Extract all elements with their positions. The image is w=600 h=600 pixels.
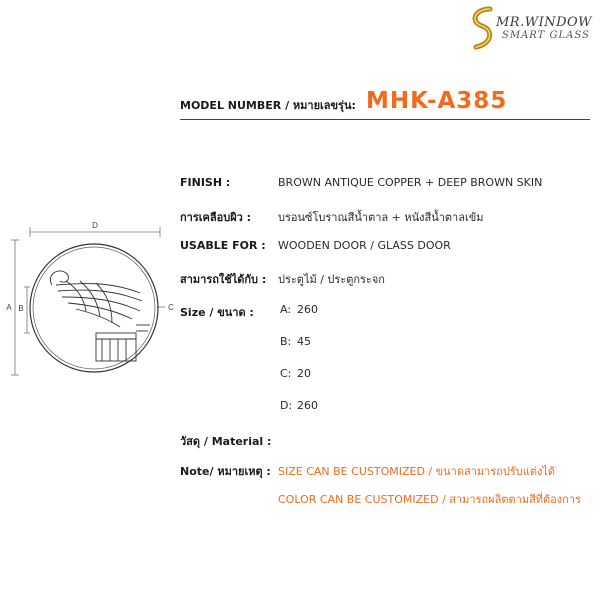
note-color-customizable: COLOR CAN BE CUSTOMIZED / สามารถผลิตตามสีที่ต้องการ (278, 493, 581, 506)
note-size-customizable: SIZE CAN BE CUSTOMIZED / ขนาดสามารถปรับแต่งได้ (278, 465, 556, 478)
finish-th-label: การเคลือบผิว : (180, 211, 252, 224)
size-c-value: 20 (297, 367, 311, 380)
finish-label: FINISH : (180, 176, 231, 189)
base-bracket (96, 325, 150, 361)
logo-swirl-icon (466, 6, 500, 50)
brand-logo (466, 6, 592, 52)
handle-inner-ring (33, 247, 155, 369)
dim-b-label: B (18, 304, 24, 313)
size-c-key: C: (280, 367, 292, 380)
material-label: วัสดุ / Material : (180, 435, 272, 448)
dimension-a (6, 240, 19, 375)
size-a-value: 260 (297, 303, 318, 316)
product-dimension-drawing (0, 215, 180, 390)
dimension-d (30, 221, 160, 237)
logo-title: MR.WINDOW (496, 15, 593, 30)
dimension-b (18, 287, 30, 333)
model-underline (180, 119, 590, 120)
note-label: Note/ หมายเหตุ : (180, 465, 271, 478)
finish-th-value: บรอนซ์โบราณสีน้ำตาล + หนังสีน้ำตาลเข้ม (278, 211, 484, 224)
decorative-swirl-motif (50, 271, 142, 327)
size-b-key: B: (280, 335, 292, 348)
size-a-key: A: (280, 303, 292, 316)
usable-for-th-label: สามารถใช้ได้กับ : (180, 273, 267, 286)
dim-a-label: A (6, 303, 12, 312)
dimension-c (157, 303, 174, 312)
dim-d-label: D (92, 221, 98, 230)
model-number-value: MHK-A385 (366, 88, 508, 114)
handle-outer-ring (30, 244, 158, 372)
size-label: Size / ขนาด : (180, 306, 254, 319)
size-d-key: D: (280, 399, 293, 412)
size-b-value: 45 (297, 335, 311, 348)
logo-subtitle: SMART GLASS (502, 30, 590, 41)
size-d-value: 260 (297, 399, 318, 412)
finish-value: BROWN ANTIQUE COPPER + DEEP BROWN SKIN (278, 176, 543, 189)
model-number-row (180, 90, 590, 116)
dim-c-label: C (168, 303, 174, 312)
usable-for-th-value: ประตูไม้ / ประตูกระจก (278, 273, 385, 286)
usable-for-value: WOODEN DOOR / GLASS DOOR (278, 239, 451, 252)
model-number-label: MODEL NUMBER / หมายเลขรุ่น: (180, 99, 356, 112)
usable-for-label: USABLE FOR : (180, 239, 266, 252)
